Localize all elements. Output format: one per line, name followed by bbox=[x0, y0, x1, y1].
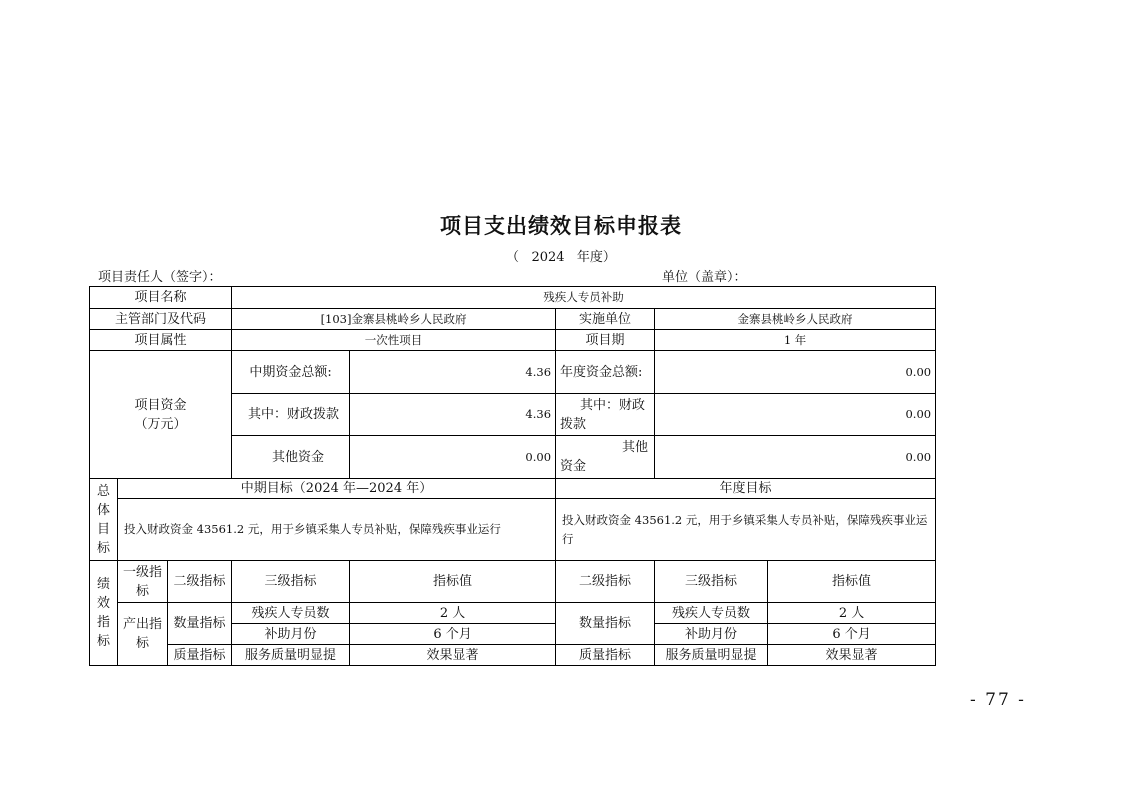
level2-header-left: 二级指标 bbox=[168, 561, 232, 603]
annual-total-label: 年度资金总额: bbox=[556, 351, 655, 394]
output-label: 产出指标 bbox=[118, 603, 168, 666]
quantity-label-left: 数量指标 bbox=[168, 603, 232, 645]
value-left: 6 个月 bbox=[350, 624, 556, 645]
level3-right: 服务质量明显提 bbox=[655, 645, 768, 666]
funds-label-line2: （万元） bbox=[134, 416, 187, 432]
annual-fiscal-label: 其中：财政拨款 bbox=[556, 394, 655, 436]
period-label: 项目期 bbox=[556, 330, 655, 351]
level1-header: 一级指标 bbox=[118, 561, 168, 603]
funds-label bbox=[90, 351, 232, 479]
period-value: 1 年 bbox=[655, 330, 936, 351]
mid-other-label: 其他资金 bbox=[232, 436, 350, 479]
performance-target-table bbox=[89, 286, 936, 666]
value-header-right: 指标值 bbox=[768, 561, 936, 603]
value-left: 效果显著 bbox=[350, 645, 556, 666]
annual-other-value: 0.00 bbox=[655, 436, 936, 479]
page-number: - 77 - bbox=[970, 690, 1026, 710]
value-right: 2 人 bbox=[768, 603, 936, 624]
year-line: （ 2024 年度） bbox=[506, 250, 616, 265]
mid-goal-text: 投入财政资金 43561.2 元，用于乡镇采集人专员补贴，保障残疾事业运行 bbox=[118, 499, 556, 561]
mid-fiscal-value: 4.36 bbox=[350, 394, 556, 436]
impl-label: 实施单位 bbox=[556, 309, 655, 330]
level3-right: 残疾人专员数 bbox=[655, 603, 768, 624]
annual-other-label: 其他资金 bbox=[556, 436, 655, 479]
quantity-label-right: 数量指标 bbox=[556, 603, 655, 645]
dept-label: 主管部门及代码 bbox=[90, 309, 232, 330]
value-right: 效果显著 bbox=[768, 645, 936, 666]
level3-left: 补助月份 bbox=[232, 624, 350, 645]
level2-header-right: 二级指标 bbox=[556, 561, 655, 603]
annual-fiscal-value: 0.00 bbox=[655, 394, 936, 436]
indicators-label: 绩效指标 bbox=[90, 561, 118, 666]
mid-fiscal-label: 其中：财政拨款 bbox=[232, 394, 350, 436]
signer-label: 项目责任人（签字）： bbox=[98, 270, 222, 285]
annual-goal-text: 投入财政资金 43561.2 元，用于乡镇采集人专员补贴，保障残疾事业运行 bbox=[556, 499, 936, 561]
level3-header-left: 三级指标 bbox=[232, 561, 350, 603]
attr-label: 项目属性 bbox=[90, 330, 232, 351]
level3-header-right: 三级指标 bbox=[655, 561, 768, 603]
value-left: 2 人 bbox=[350, 603, 556, 624]
level3-right: 补助月份 bbox=[655, 624, 768, 645]
page-title: 项目支出绩效目标申报表 bbox=[440, 214, 682, 238]
annual-goal-header: 年度目标 bbox=[556, 479, 936, 499]
mid-other-value: 0.00 bbox=[350, 436, 556, 479]
mid-total-label: 中期资金总额: bbox=[232, 351, 350, 394]
annual-total-value: 0.00 bbox=[655, 351, 936, 394]
attr-value: 一次性项目 bbox=[232, 330, 556, 351]
project-name-value: 残疾人专员补助 bbox=[232, 287, 936, 309]
quality-label-left: 质量指标 bbox=[168, 645, 232, 666]
mid-goal-header: 中期目标（2024 年—2024 年） bbox=[118, 479, 556, 499]
value-header-left: 指标值 bbox=[350, 561, 556, 603]
value-right: 6 个月 bbox=[768, 624, 936, 645]
quality-label-right: 质量指标 bbox=[556, 645, 655, 666]
dept-value: [103]金寨县桃岭乡人民政府 bbox=[232, 309, 556, 330]
goals-label: 总体目标 bbox=[90, 479, 118, 561]
funds-label-line1: 项目资金 bbox=[134, 397, 187, 413]
level3-left: 服务质量明显提 bbox=[232, 645, 350, 666]
project-name-label: 项目名称 bbox=[90, 287, 232, 309]
level3-left: 残疾人专员数 bbox=[232, 603, 350, 624]
unit-label: 单位（盖章）： bbox=[662, 270, 747, 285]
impl-value: 金寨县桃岭乡人民政府 bbox=[655, 309, 936, 330]
mid-total-value: 4.36 bbox=[350, 351, 556, 394]
